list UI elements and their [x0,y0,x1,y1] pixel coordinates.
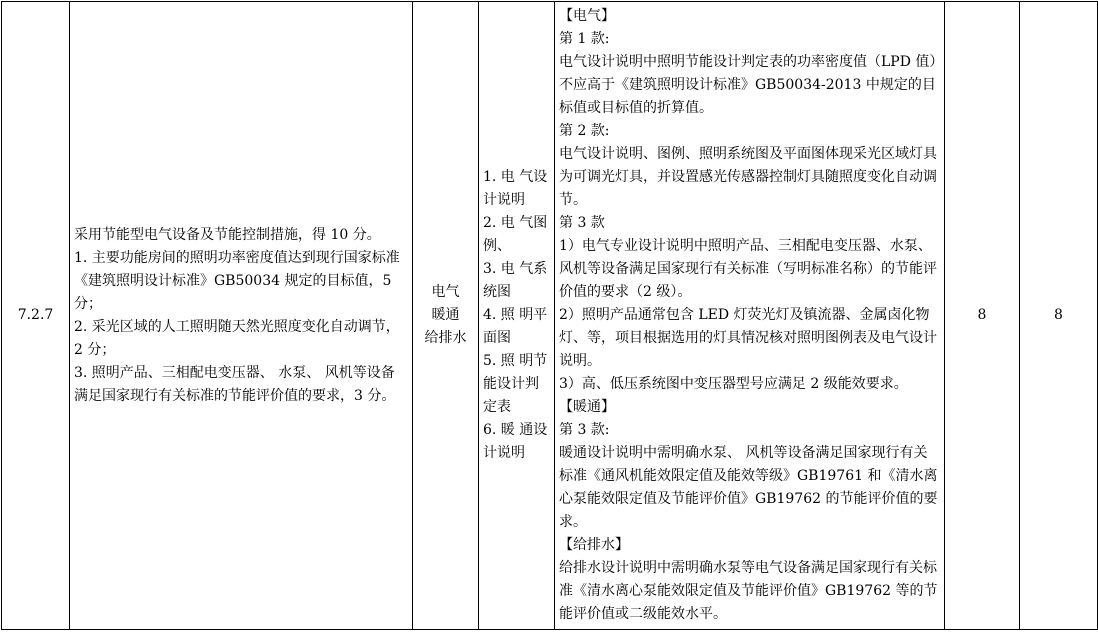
document-item: 5. 照 明节能设计判定表 [483,353,548,415]
department-label: 暖通 [431,307,460,323]
document-item: 6. 暖 通设计说明 [483,422,548,461]
department-label: 给排水 [424,330,467,346]
method-text: 给排水设计说明中需明确水泵等电气设备满足国家现行有关标准《清水离心泵能效限定值及节能评价值》GB19762 等的节能评价值或二级能效水平。 [559,560,938,622]
method-cell [555,2,945,630]
section-heading-hvac: 【暖通】 [559,399,615,415]
clause-heading: 第 1 款: [559,31,610,47]
content-line: 2. 采光区域的人工照明随天然光照度变化自动调节，2 分； [74,318,400,358]
score-cell [945,2,1020,630]
method-text: 2）照明产品通常包含 LED 灯荧光灯及镇流器、金属卤化物灯、等，项目根据选用的灯具情况核对照明图例表及电气设计说明。 [559,307,937,369]
content-cell [70,2,413,630]
method-text: 1）电气专业设计说明中照明产品、三相配电变压器、水泵、风机等设备满足国家现行有关标准（写明标准名称）的节能评价值的要求（2 级）。 [559,238,937,300]
document-item: 3. 电 气系统图 [483,261,548,300]
clause-heading: 第 3 款: [559,422,610,438]
score-obtained-value: 8 [1054,307,1063,323]
clause-heading: 第 2 款: [559,123,610,139]
document-item: 1. 电 气设计说明 [483,169,548,208]
content-line: 采用节能型电气设备及节能控制措施，得 10 分。 [74,226,381,243]
method-text: 3）高、低压系统图中变压器型号应满足 2 级能效要求。 [559,376,908,392]
documents-cell [479,2,555,630]
department-label: 电气 [431,284,460,300]
document-item: 4. 照 明平面图 [483,307,548,346]
score-obtained-cell [1020,2,1098,630]
method-text: 电气设计说明、图例、照明系统图及平面图体现采光区域灯具为可调光灯具，并设置感光传感器控制灯具随照度变化自动调节。 [559,146,937,208]
method-text: 电气设计说明中照明节能设计判定表的功率密度值（LPD 值）不应高于《建筑照明设计标准》GB50034-2013 中规定的目标值或目标值的折算值。 [559,54,937,116]
clause-number: 7.2.7 [17,307,54,323]
content-line: 1. 主要功能房间的照明功率密度值达到现行国家标准《建筑照明设计标准》GB50034 规定的目标值，5 分； [74,249,400,312]
clause-heading: 第 3 款 [559,215,605,231]
department-cell [413,2,479,630]
table-row [2,2,1098,630]
document-item: 2. 电 气图例、 [483,215,548,254]
content-line: 3. 照明产品、三相配电变压器、 水泵、 风机等设备满足国家现行有关标准的节能评价值的要求，3 分。 [74,364,396,404]
score-value: 8 [977,307,987,323]
standard-table [1,1,1098,630]
clause-number-cell [2,2,70,630]
section-heading-plumbing: 【给排水】 [559,537,629,553]
section-heading-electrical: 【电气】 [559,8,615,24]
method-text: 暖通设计说明中需明确水泵、 风机等设备满足国家现行有关标准《通风机能效限定值及能效等级》GB19761 和《清水离心泵能效限定值及节能评价值》GB19762 的节能评价值的要求。 [559,445,938,530]
